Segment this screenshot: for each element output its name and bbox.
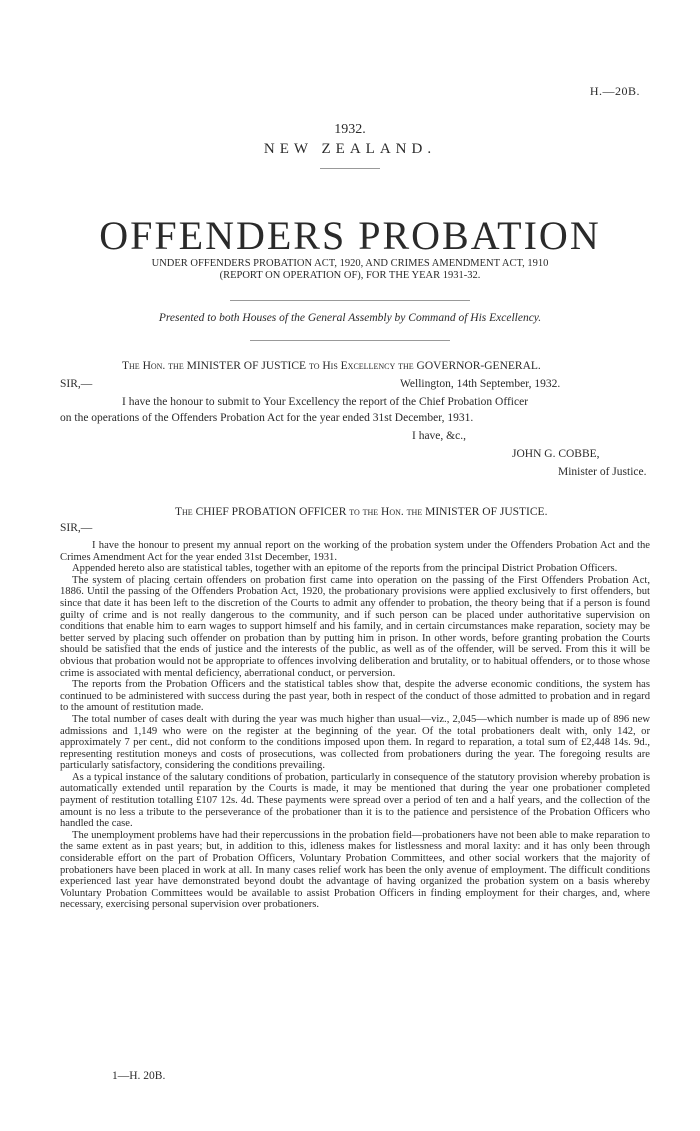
- report-paragraph: As a typical instance of the salutary conditions of probation, particularly in consequence of the statutory provision whereby probation is automatically extended until reparation by the Courts is made, it may be mentioned that during the year one probationer completed payment of restitution totalling £107 12s. 4d. These payments were spread over a period of ten and a half years, and the collection of the amount is no less a tribute to the perseverance of the probationer than it is to the patience and persistence of the Probation Officers who handled the case.: [60, 771, 650, 830]
- report-paragraph: The system of placing certain offenders on probation first came into operation on the passing of the First Offenders Probation Act, 1886. Until the passing of the Offenders Probation Act, 1920, the probationary provisions were applied exclusively to first offenders, but since that date it has been left to the discretion of the Courts to admit any offender to probation, the theory being that if a person is found guilty of crime and is not really dangerous to the community, and if such person can be placed under authoritative supervision on conditions that enable him to earn wages to support himself and his family, and in certain circumstances make reparation, society may be better served by placing such offender on probation than by putting him in prison. In other words, before granting probation the Courts should be satisfied that the ends of justice and the interests of the public, as well as of the offender, will be served. From this it will be obvious that probation would not be appropriate to offences involving deliberation and brutality, or to habitual offenders, or to those whose crime is associated with mental deficiency, aberrational conduct, or perversion.: [60, 574, 650, 679]
- divider-subtitle: [230, 300, 470, 301]
- sheet-mark: 1—H. 20B.: [112, 1070, 166, 1082]
- letter1-salutation: SIR,—: [60, 378, 93, 390]
- presented-note: Presented to both Houses of the General Assembly by Command of His Excellency.: [158, 312, 542, 324]
- letter1-heading: The Hon. the MINISTER OF JUSTICE to His Excellency the GOVERNOR-GENERAL.: [122, 360, 541, 372]
- letter2-salutation: SIR,—: [60, 522, 93, 534]
- letter1-signatory: JOHN G. COBBE,: [512, 448, 600, 460]
- letter1-signatory-title: Minister of Justice.: [558, 466, 647, 478]
- page-title: OFFENDERS PROBATION: [99, 213, 601, 258]
- report-paragraph: The unemployment problems have had their repercussions in the probation field—probationers have not been able to make reparation to the same extent as in past years; but, in addition to this, idleness makes for listlessness and moral laxity: and it has only been through considerable effort on the part of Probation Officers, Voluntary Probation Committees, and other social workers that the majority of probationers have been placed in work at all. In many cases relief work has been the only avenue of employment. The difficult conditions experienced last year have demonstrated beyond doubt the advantage of having organized the probation system on a basis whereby Voluntary Probation Committees would be available to assist Probation Officers in finding employment for their charges, and, where necessary, exercising personal supervision over probationers.: [60, 829, 650, 911]
- subtitle-line-2: (REPORT ON OPERATION OF), FOR THE YEAR 1931-32.: [219, 270, 481, 281]
- report-body: [60, 540, 650, 911]
- report-paragraph: Appended hereto also are statistical tables, together with an epitome of the reports from the principal District Probation Officers.: [72, 563, 618, 575]
- report-paragraph: I have the honour to present my annual report on the working of the probation system under the Offenders Probation Act and the Crimes Amendment Act for the year ended 31st December, 1931.: [60, 540, 650, 563]
- document-reference: H.—20B.: [589, 84, 640, 98]
- page-subtitle: [120, 258, 580, 282]
- divider-short: [320, 168, 380, 169]
- report-paragraph: The total number of cases dealt with during the year was much higher than usual—viz., 2,045—which number is made up of 896 new admissions and 1,149 who were on the register at the beginning of the year. Of the total probationers dealt with, only 142, or approximately 7 per cent., did not conform to the conditions imposed upon them. In regard to reparation, a total sum of £2,448 14s. 9d., representing restitution moneys and costs of prosecutions, was collected from probationers during the year. The foregoing results are particularly satisfactory, considering the conditions prevailing.: [60, 713, 650, 772]
- country-heading: NEW ZEALAND.: [263, 141, 437, 157]
- letter1-body-line-1: I have the honour to submit to Your Excellency the report of the Chief Probation Officer: [122, 396, 529, 408]
- document-year: 1932.: [334, 122, 366, 137]
- letter2-heading: The CHIEF PROBATION OFFICER to the Hon. the MINISTER OF JUSTICE.: [175, 506, 548, 518]
- letter1-place-date: Wellington, 14th September, 1932.: [400, 378, 561, 390]
- divider-presented: [250, 340, 450, 341]
- letter1-body-line-2: on the operations of the Offenders Probation Act for the year ended 31st December, 1931.: [60, 412, 474, 424]
- subtitle-line-1: UNDER OFFENDERS PROBATION ACT, 1920, AND CRIMES AMENDMENT ACT, 1910: [151, 258, 549, 269]
- report-paragraph: The reports from the Probation Officers and the statistical tables show that, despite the adverse economic conditions, the system has continued to be administered with success during the past year, both in respect of the conduct of those admitted to probation and in regard to the amount of restitution made.: [60, 679, 650, 714]
- letter1-closing: I have, &c.,: [412, 430, 466, 442]
